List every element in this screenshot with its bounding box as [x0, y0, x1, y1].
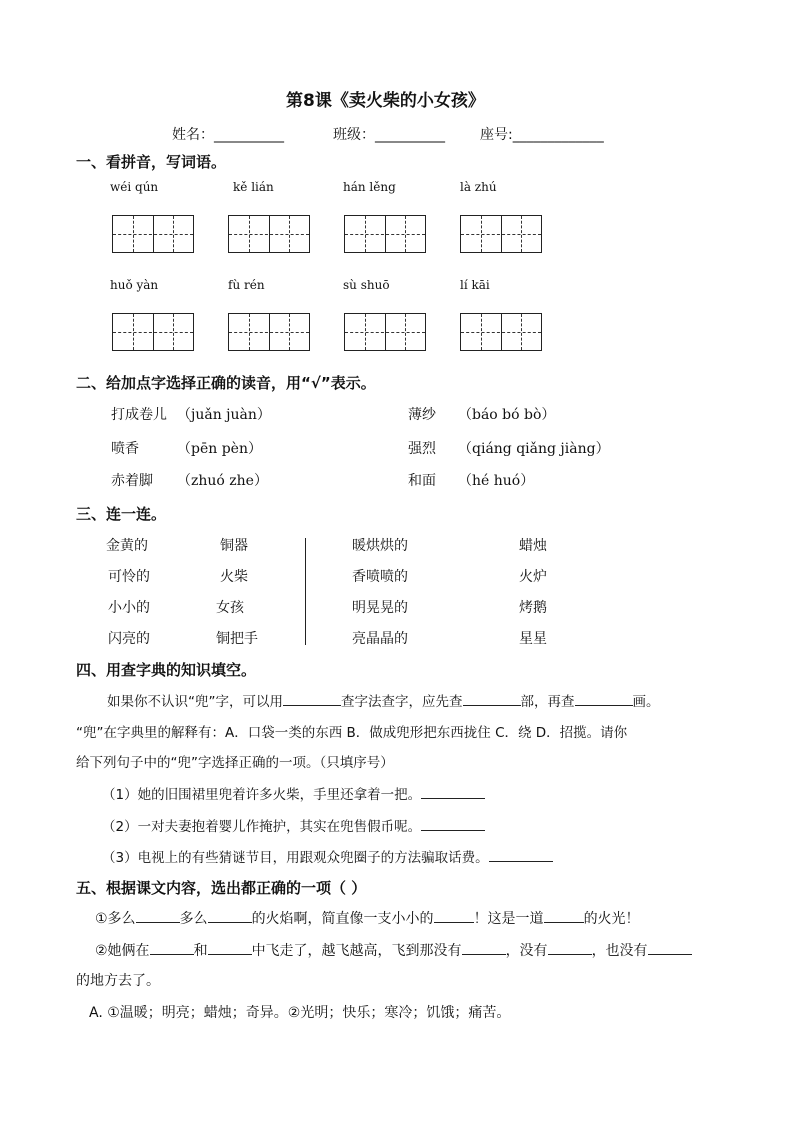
match-item[interactable]: 烤鹅 [519, 600, 547, 616]
question-text: （3）电视上的有些猜谜节目，用跟观众兜圈子的方法骗取话费。 [102, 850, 489, 866]
pinyin-8: lí kāi [460, 278, 490, 292]
match-item[interactable]: 闪亮的 [108, 631, 150, 647]
reading-word: 薄纱 [408, 407, 436, 423]
answer-blank[interactable] [434, 908, 474, 923]
cloze-line-3: 的地方去了。 [76, 973, 160, 989]
text-segment: 多么 [179, 911, 208, 927]
pinyin-5: huǒ yàn [110, 278, 159, 292]
writing-grid[interactable] [460, 215, 542, 253]
text-segment: ②她俩在 [95, 943, 150, 959]
match-item[interactable]: 亮晶晶的 [352, 631, 408, 647]
pinyin-3: hán lěng [343, 180, 396, 194]
answer-blank[interactable] [421, 816, 485, 831]
section4-heading: 四、用查字典的知识填空。 [76, 661, 257, 679]
answer-blank[interactable] [462, 940, 506, 955]
reading-word: 和面 [408, 473, 436, 489]
reading-options[interactable]: （qiáng qiǎng jiàng） [458, 441, 610, 457]
reading-options[interactable]: （hé huó） [458, 473, 535, 489]
question-text: （2）一对夫妻抱着婴儿作掩护，其实在兜售假币呢。 [102, 819, 422, 835]
text-segment: ，没有 [505, 943, 548, 959]
answer-blank[interactable] [489, 847, 553, 862]
text-segment: 中飞走了，越飞越高，飞到那没有 [251, 943, 462, 959]
page-title: 第8课《卖火柴的小女孩》 [286, 91, 485, 111]
column-divider [305, 538, 306, 645]
writing-grid[interactable] [344, 215, 426, 253]
blank-radical[interactable] [463, 691, 521, 706]
question-2 [102, 815, 485, 835]
pinyin-7: sù shuō [343, 278, 390, 292]
question-1 [102, 783, 485, 803]
cloze-line-1 [95, 908, 640, 928]
answer-blank[interactable] [208, 940, 252, 955]
section2-heading: 二、给加点字选择正确的读音，用“√”表示。 [76, 374, 376, 392]
reading-options[interactable]: （báo bó bò） [458, 407, 556, 423]
text-segment: ！这是一道 [473, 911, 544, 927]
answer-blank[interactable] [150, 940, 194, 955]
question-3 [102, 846, 553, 866]
reading-options[interactable]: （juǎn juàn） [177, 407, 271, 423]
class-field[interactable]: 班级：__________ [333, 127, 445, 143]
answer-blank[interactable] [136, 908, 180, 923]
dictionary-instruction: 给下列句子中的“兜”字选择正确的一项。（只填序号） [76, 755, 394, 771]
question-text: （1）她的旧围裙里兜着许多火柴，手里还拿着一把。 [102, 787, 422, 803]
section5-heading: 五、根据课文内容，选出都正确的一项（ ） [76, 879, 367, 897]
section3-heading: 三、连一连。 [76, 505, 167, 523]
section1-heading: 一、看拼音，写词语。 [76, 153, 227, 171]
answer-blank[interactable] [648, 940, 692, 955]
pinyin-4: là zhú [460, 180, 497, 194]
reading-word: 赤着脚 [111, 473, 153, 489]
text-segment: 查字法查字，应先查 [341, 694, 463, 710]
writing-grid[interactable] [112, 313, 194, 351]
text-segment: ，也没有 [591, 943, 648, 959]
reading-word: 打成卷儿 [111, 407, 167, 423]
match-item[interactable]: 小小的 [108, 600, 150, 616]
writing-grid[interactable] [228, 313, 310, 351]
pinyin-2: kě lián [233, 180, 274, 194]
answer-blank[interactable] [548, 940, 592, 955]
writing-grid[interactable] [460, 313, 542, 351]
match-item[interactable]: 铜器 [220, 538, 248, 554]
seat-field[interactable]: 座号:_____________ [480, 127, 604, 143]
match-item[interactable]: 金黄的 [106, 538, 148, 554]
pinyin-1: wéi qún [110, 180, 159, 194]
reading-options[interactable]: （zhuó zhe） [177, 473, 268, 489]
answer-blank[interactable] [421, 784, 485, 799]
pinyin-6: fù rén [228, 278, 265, 292]
dictionary-paragraph [107, 690, 660, 710]
reading-options[interactable]: （pēn pèn） [177, 441, 262, 457]
writing-grid[interactable] [228, 215, 310, 253]
text-segment: 部，再查 [520, 694, 575, 710]
match-item[interactable]: 火炉 [519, 569, 547, 585]
match-item[interactable]: 火柴 [220, 569, 248, 585]
match-item[interactable]: 星星 [519, 631, 547, 647]
match-item[interactable]: 铜把手 [216, 631, 258, 647]
name-field[interactable]: 姓名：__________ [172, 127, 284, 143]
reading-word: 喷香 [111, 441, 139, 457]
cloze-line-2 [95, 940, 692, 960]
option-a[interactable]: A. ①温暖；明亮；蜡烛；奇异。②光明；快乐；寒冷；饥饿；痛苦。 [89, 1005, 511, 1021]
text-segment: 的火光！ [583, 911, 640, 927]
match-item[interactable]: 暖烘烘的 [352, 538, 408, 554]
dictionary-definitions: “兜”在字典里的解释有：A．口袋一类的东西 B．做成兜形把东西拢住 C．绕 D．招揽。请你 [76, 725, 628, 741]
text-segment: 和 [193, 943, 208, 959]
answer-blank[interactable] [208, 908, 252, 923]
text-segment: 画。 [632, 694, 660, 710]
blank-strokes[interactable] [575, 691, 633, 706]
match-item[interactable]: 蜡烛 [519, 538, 547, 554]
writing-grid[interactable] [344, 313, 426, 351]
blank-method[interactable] [283, 691, 341, 706]
writing-grid[interactable] [112, 215, 194, 253]
match-item[interactable]: 女孩 [216, 600, 244, 616]
answer-blank[interactable] [544, 908, 584, 923]
match-item[interactable]: 明晃晃的 [352, 600, 408, 616]
match-item[interactable]: 香喷喷的 [352, 569, 408, 585]
text-segment: ①多么 [95, 911, 136, 927]
match-item[interactable]: 可怜的 [108, 569, 150, 585]
reading-word: 强烈 [408, 441, 436, 457]
text-segment: 的火焰啊，简直像一支小小的 [251, 911, 434, 927]
text-segment: 如果你不认识“兜”字，可以用 [107, 694, 283, 710]
